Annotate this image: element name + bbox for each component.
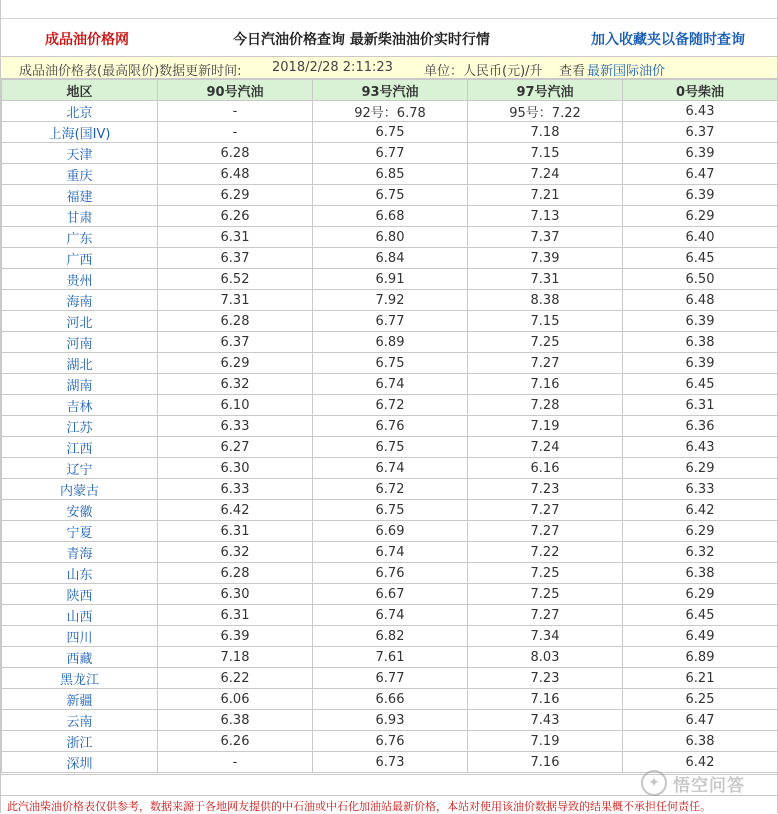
cell-diesel-0: 6.29 [623,584,778,605]
cell-gasoline-97: 7.16 [468,374,623,395]
cell-gasoline-97: 7.25 [468,332,623,353]
cell-diesel-0: 6.49 [623,626,778,647]
watermark [641,766,769,800]
cell-diesel-0: 6.38 [623,332,778,353]
table-row [2,605,778,626]
cell-gasoline-97: 7.15 [468,143,623,164]
region-link[interactable]: 江西 [66,441,93,457]
cell-gasoline-93: 6.75 [313,437,468,458]
cell-region [2,458,158,479]
cell-region [2,206,158,227]
price-table [1,79,778,773]
table-row [2,689,778,710]
cell-gasoline-90: 6.10 [158,395,313,416]
header-region: 地区 [2,80,158,101]
cell-gasoline-97: 7.25 [468,584,623,605]
table-row [2,731,778,752]
region-link[interactable]: 上海(国IV) [48,126,111,142]
cell-region [2,647,158,668]
region-link[interactable]: 山西 [66,609,93,625]
cell-gasoline-97: 7.27 [468,605,623,626]
table-row [2,668,778,689]
table-row [2,374,778,395]
top-strip [1,0,777,19]
cell-gasoline-90: 6.52 [158,269,313,290]
cell-diesel-0: 6.40 [623,227,778,248]
cell-gasoline-90: 6.42 [158,500,313,521]
region-link[interactable]: 河北 [66,315,93,331]
table-row [2,626,778,647]
region-link[interactable]: 安徽 [66,504,93,520]
price-table-body [2,101,778,773]
cell-diesel-0: 6.36 [623,416,778,437]
cell-diesel-0: 6.42 [623,500,778,521]
cell-gasoline-93: 6.80 [313,227,468,248]
cell-region [2,542,158,563]
cell-gasoline-93: 6.74 [313,458,468,479]
cell-diesel-0: 6.29 [623,521,778,542]
cell-diesel-0: 6.38 [623,731,778,752]
update-label: 成品油价格表(最高限价)数据更新时间: [19,64,242,79]
cell-diesel-0: 6.45 [623,605,778,626]
table-row [2,269,778,290]
table-row [2,122,778,143]
cell-gasoline-90: 6.26 [158,731,313,752]
table-row [2,479,778,500]
cell-gasoline-90: 7.31 [158,290,313,311]
cell-gasoline-93: 6.68 [313,206,468,227]
cell-gasoline-97: 7.27 [468,521,623,542]
cell-gasoline-93: 6.85 [313,164,468,185]
cell-region [2,605,158,626]
cell-gasoline-90: 7.18 [158,647,313,668]
cell-region [2,752,158,773]
cell-region [2,101,158,122]
cell-gasoline-93: 6.72 [313,395,468,416]
cell-gasoline-93: 6.72 [313,479,468,500]
cell-diesel-0: 6.29 [623,458,778,479]
region-link[interactable]: 贵州 [66,273,93,289]
cell-gasoline-97: 7.24 [468,164,623,185]
cell-gasoline-93: 6.77 [313,668,468,689]
cell-gasoline-97: 7.21 [468,185,623,206]
table-row [2,332,778,353]
cell-region [2,689,158,710]
cell-region [2,668,158,689]
cell-region [2,563,158,584]
region-link[interactable]: 重庆 [66,168,93,184]
table-row [2,353,778,374]
cell-gasoline-90: 6.32 [158,374,313,395]
cell-gasoline-90: 6.30 [158,458,313,479]
cell-region [2,374,158,395]
table-row [2,227,778,248]
cell-gasoline-97: 7.16 [468,689,623,710]
region-link[interactable]: 新疆 [66,693,93,709]
cell-gasoline-90: 6.22 [158,668,313,689]
table-row [2,437,778,458]
cell-gasoline-97: 7.16 [468,752,623,773]
watermark-text: 悟空问答 [673,775,745,796]
cell-region [2,248,158,269]
cell-gasoline-90: 6.33 [158,479,313,500]
cell-gasoline-93: 6.75 [313,122,468,143]
cell-gasoline-93: 6.75 [313,500,468,521]
update-info-bar [1,57,777,79]
region-link[interactable]: 陕西 [66,588,93,604]
cell-gasoline-93: 7.92 [313,290,468,311]
cell-gasoline-90: - [158,752,313,773]
cell-diesel-0: 6.38 [623,563,778,584]
cell-gasoline-93: 6.76 [313,731,468,752]
cell-gasoline-97: 7.43 [468,710,623,731]
cell-gasoline-97: 6.16 [468,458,623,479]
cell-gasoline-90: 6.29 [158,353,313,374]
cell-region [2,353,158,374]
cell-diesel-0: 6.39 [623,185,778,206]
region-link[interactable]: 四川 [66,630,93,646]
cell-gasoline-97: 7.24 [468,437,623,458]
header-gasoline-90: 90号汽油 [158,80,313,101]
cell-region [2,143,158,164]
region-link[interactable]: 内蒙古 [59,483,99,499]
cell-region [2,164,158,185]
cell-gasoline-93: 6.74 [313,605,468,626]
cell-gasoline-93: 7.61 [313,647,468,668]
table-row [2,521,778,542]
cell-gasoline-97: 7.23 [468,668,623,689]
cell-gasoline-93: 6.66 [313,689,468,710]
region-link[interactable]: 江苏 [66,420,93,436]
cell-gasoline-93: 6.89 [313,332,468,353]
cell-gasoline-97: 7.23 [468,479,623,500]
region-link[interactable]: 福建 [66,189,93,205]
table-row [2,542,778,563]
cell-gasoline-93: 6.77 [313,311,468,332]
cell-gasoline-97: 7.27 [468,353,623,374]
wukong-logo-icon: ✦ [641,770,667,796]
cell-diesel-0: 6.32 [623,542,778,563]
cell-gasoline-97: 7.18 [468,122,623,143]
region-link[interactable]: 山东 [66,567,93,583]
cell-gasoline-90: 6.37 [158,332,313,353]
link-prefix: 查看 [559,64,586,79]
cell-gasoline-93: 6.75 [313,353,468,374]
cell-gasoline-93: 6.75 [313,185,468,206]
cell-diesel-0: 6.37 [623,122,778,143]
cell-diesel-0: 6.39 [623,353,778,374]
cell-gasoline-93: 6.76 [313,563,468,584]
cell-gasoline-90: 6.31 [158,521,313,542]
table-row [2,395,778,416]
cell-gasoline-90: 6.30 [158,584,313,605]
brand-link[interactable]: 成品油价格网 [45,32,129,48]
region-link[interactable]: 浙江 [66,735,93,751]
cell-diesel-0: 6.31 [623,395,778,416]
cell-diesel-0: 6.43 [623,437,778,458]
table-row [2,185,778,206]
cell-gasoline-90: 6.28 [158,143,313,164]
cell-gasoline-90: 6.31 [158,227,313,248]
region-link[interactable]: 广东 [66,231,93,247]
cell-gasoline-90: 6.28 [158,311,313,332]
region-link[interactable]: 宁夏 [66,525,93,541]
cell-gasoline-93: 6.76 [313,416,468,437]
region-link[interactable]: 辽宁 [66,462,93,478]
page-headline: 今日汽油价格查询 最新柴油油价实时行情 [233,32,490,48]
cell-region [2,500,158,521]
cell-diesel-0: 6.50 [623,269,778,290]
cell-region [2,185,158,206]
cell-gasoline-90: 6.06 [158,689,313,710]
cell-gasoline-90: - [158,122,313,143]
cell-gasoline-90: 6.33 [158,416,313,437]
cell-gasoline-97: 7.15 [468,311,623,332]
cell-region [2,290,158,311]
cell-diesel-0: 6.47 [623,710,778,731]
table-row [2,164,778,185]
cell-region [2,626,158,647]
cell-diesel-0: 6.39 [623,143,778,164]
cell-gasoline-97: 7.31 [468,269,623,290]
cell-gasoline-97: 7.13 [468,206,623,227]
cell-gasoline-97: 7.25 [468,563,623,584]
region-link[interactable]: 河南 [66,336,93,352]
table-row [2,416,778,437]
cell-diesel-0: 6.42 [623,752,778,773]
disclaimer-text: 此汽油柴油价格表仅供参考，数据来源于各地网友提供的中石油或中石化加油站最新价格，本站对使用该油价数据导致的结果概不承担任何责任。 [7,800,711,813]
cell-gasoline-90: 6.28 [158,563,313,584]
cell-gasoline-90: 6.29 [158,185,313,206]
cell-gasoline-90: 6.37 [158,248,313,269]
region-link[interactable]: 云南 [66,714,93,730]
cell-diesel-0: 6.45 [623,374,778,395]
header-gasoline-93: 93号汽油 [313,80,468,101]
table-row [2,647,778,668]
cell-region [2,521,158,542]
cell-gasoline-97: 7.22 [468,542,623,563]
add-bookmark-link[interactable]: 加入收藏夹以备随时查询 [591,32,745,48]
cell-gasoline-93: 6.82 [313,626,468,647]
cell-gasoline-97: 7.37 [468,227,623,248]
cell-gasoline-93: 6.67 [313,584,468,605]
cell-diesel-0: 6.29 [623,206,778,227]
table-row [2,584,778,605]
cell-region [2,710,158,731]
region-link[interactable]: 西藏 [66,651,93,667]
cell-gasoline-97: 7.19 [468,416,623,437]
table-row [2,563,778,584]
cell-gasoline-93: 6.77 [313,143,468,164]
cell-diesel-0: 6.33 [623,479,778,500]
cell-gasoline-93: 6.91 [313,269,468,290]
cell-region [2,269,158,290]
cell-diesel-0: 6.48 [623,290,778,311]
cell-gasoline-97: 7.34 [468,626,623,647]
cell-gasoline-93: 6.73 [313,752,468,773]
cell-gasoline-97: 7.28 [468,395,623,416]
cell-gasoline-97: 7.39 [468,248,623,269]
cell-gasoline-97: 7.27 [468,500,623,521]
cell-region [2,437,158,458]
cell-gasoline-90: 6.27 [158,437,313,458]
cell-region [2,731,158,752]
cell-region [2,227,158,248]
cell-gasoline-97: 7.19 [468,731,623,752]
region-link[interactable]: 广西 [66,252,93,268]
cell-gasoline-90: 6.39 [158,626,313,647]
cell-gasoline-93: 92号：6.78 [313,101,468,122]
cell-diesel-0: 6.45 [623,248,778,269]
table-row [2,290,778,311]
table-row [2,311,778,332]
table-row [2,101,778,122]
international-price-link[interactable]: 最新国际油价 [587,64,666,79]
table-header-row [2,80,778,101]
header-gasoline-97: 97号汽油 [468,80,623,101]
cell-region [2,122,158,143]
cell-diesel-0: 6.21 [623,668,778,689]
table-row [2,710,778,731]
cell-region [2,332,158,353]
region-link[interactable]: 湖南 [66,378,93,394]
table-row [2,500,778,521]
cell-diesel-0: 6.43 [623,101,778,122]
cell-diesel-0: 6.47 [623,164,778,185]
cell-region [2,479,158,500]
table-row [2,458,778,479]
unit-label: 单位：人民币(元)/升 [424,64,543,79]
cell-region [2,311,158,332]
cell-gasoline-97: 95号：7.22 [468,101,623,122]
update-time: 2018/2/28 2:11:23 [272,60,393,75]
region-link[interactable]: 天津 [66,147,93,163]
cell-gasoline-93: 6.74 [313,374,468,395]
cell-gasoline-90: - [158,101,313,122]
cell-gasoline-90: 6.38 [158,710,313,731]
region-link[interactable]: 甘肃 [66,210,93,226]
cell-gasoline-90: 6.26 [158,206,313,227]
site-header [1,19,777,57]
cell-gasoline-90: 6.48 [158,164,313,185]
header-diesel-0: 0号柴油 [623,80,778,101]
cell-diesel-0: 6.39 [623,311,778,332]
cell-gasoline-93: 6.84 [313,248,468,269]
cell-gasoline-97: 8.03 [468,647,623,668]
cell-gasoline-93: 6.74 [313,542,468,563]
region-link[interactable]: 吉林 [66,399,93,415]
region-link[interactable]: 海南 [66,294,93,310]
table-row [2,143,778,164]
cell-gasoline-97: 8.38 [468,290,623,311]
cell-region [2,416,158,437]
table-row [2,206,778,227]
cell-gasoline-90: 6.32 [158,542,313,563]
region-link[interactable]: 青海 [66,546,93,562]
cell-gasoline-93: 6.69 [313,521,468,542]
cell-gasoline-90: 6.31 [158,605,313,626]
cell-region [2,584,158,605]
cell-region [2,395,158,416]
table-row [2,248,778,269]
region-link[interactable]: 深圳 [66,756,93,772]
region-link[interactable]: 湖北 [66,357,93,373]
cell-gasoline-93: 6.93 [313,710,468,731]
cell-diesel-0: 6.89 [623,647,778,668]
cell-diesel-0: 6.25 [623,689,778,710]
region-link[interactable]: 黑龙江 [59,672,99,688]
region-link[interactable]: 北京 [66,105,93,121]
